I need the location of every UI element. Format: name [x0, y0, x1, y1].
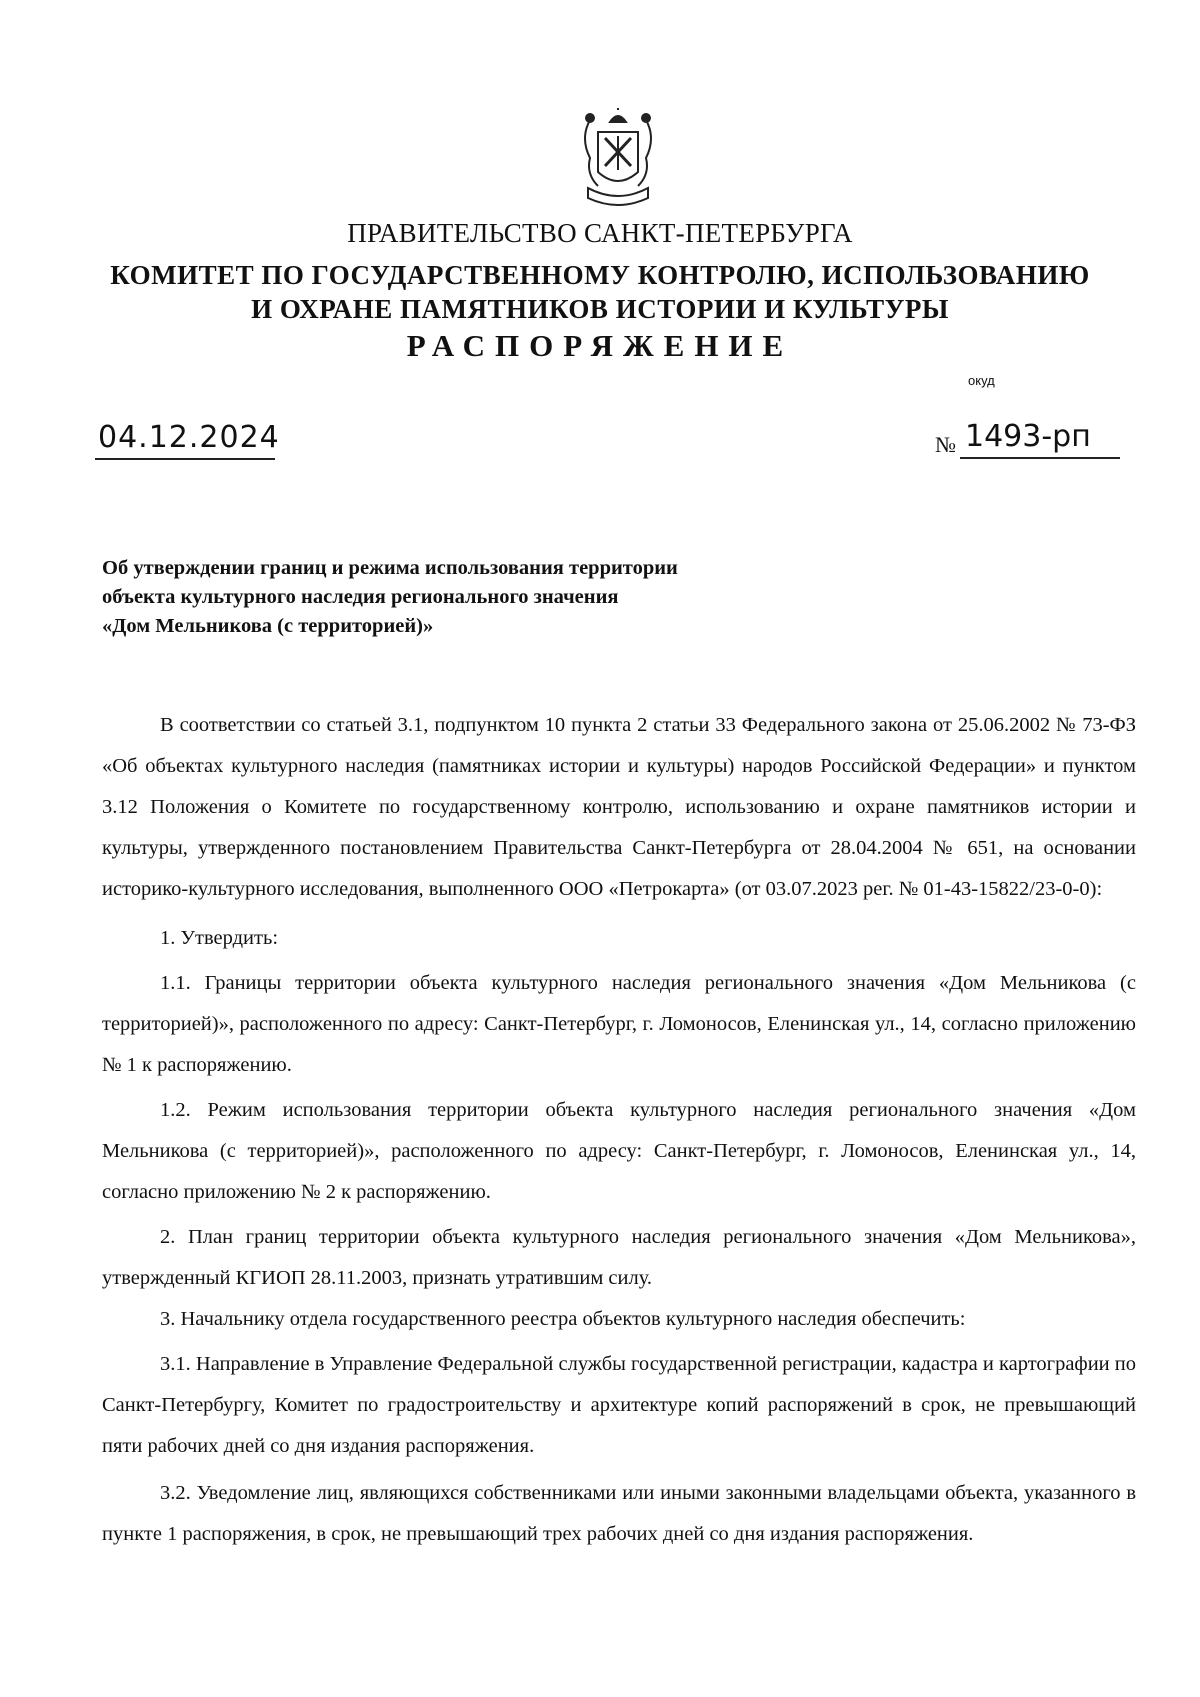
committee-title [0, 258, 1200, 326]
clause-2: 2. План границ территории объекта культурного наследия регионального значения «Дом Мельникова», утвержденный КГИОП 28.11.2003, признать утратившим силу. [102, 1226, 1136, 1289]
clause-1-2: 1.2. Режим использования территории объекта культурного наследия регионального значения «Дом Мельникова (с территорией)», расположенного по адресу: Санкт-Петербург, г. Ломоносов, Еленинская ул., 14, согласно приложению № 2 к распоряжению. [102, 1099, 1136, 1203]
handwritten-number: 1493-рп [965, 419, 1091, 454]
clause-3-1: 3.1. Направление в Управление Федеральной службы государственной регистрации, кадастра и картографии по Санкт-Петербургу, Комитет по градостроительству и архитектуре копий распоряжений в срок, не превышающий пяти рабочих дней со дня издания распоряжения. [102, 1353, 1136, 1457]
number-sign: № [935, 432, 956, 457]
committee-title-line2: И ОХРАНЕ ПАМЯТНИКОВ ИСТОРИИ И КУЛЬТУРЫ [251, 294, 949, 324]
preamble-paragraph: В соответствии со статьей 3.1, подпунктом 10 пункта 2 статьи 33 Федерального закона от 25.06.2002 № 73-ФЗ «Об объектах культурного наследия (памятниках истории и культуры) народов Российской Федерации» и пунктом 3.12 Положения о Комитете по государственному контролю, использованию и охране памятников истории и культуры, утвержденного постановлением Правительства Санкт-Петербурга от 28.04.2004 № 651, на основании историко-культурного исследования, выполненного ООО «Петрокарта» (от 03.07.2023 рег. № 01-43-15822/23-0-0): [102, 714, 1136, 900]
okud-label: окуд [968, 373, 995, 388]
coat-of-arms-icon [570, 108, 666, 212]
subject-line2: объекта культурного наследия регионального значения [102, 586, 619, 608]
clause-3-2: 3.2. Уведомление лиц, являющихся собственниками или иными законными владельцами объекта, указанного в пункте 1 распоряжения, в срок, не превышающий трех рабочих дней со дня издания распоряжения. [102, 1482, 1136, 1545]
clause-1: 1. Утвердить: [160, 927, 279, 949]
number-underline [960, 457, 1120, 459]
handwritten-date: 04.12.2024 [98, 420, 280, 455]
date-underline [95, 458, 275, 460]
document-body [102, 705, 1136, 1555]
committee-title-line1: КОМИТЕТ ПО ГОСУДАРСТВЕННОМУ КОНТРОЛЮ, ИСПОЛЬЗОВАНИЮ [110, 260, 1090, 290]
government-title: ПРАВИТЕЛЬСТВО САНКТ-ПЕТЕРБУРГА [347, 218, 853, 248]
clause-1-1: 1.1. Границы территории объекта культурного наследия регионального значения «Дом Мельникова (с территорией)», расположенного по адресу: Санкт-Петербург, г. Ломоносов, Еленинская ул., 14, согласно приложению № 1 к распоряжению. [102, 972, 1136, 1076]
document-subject [102, 554, 678, 641]
subject-line1: Об утверждении границ и режима использования территории [102, 557, 678, 579]
document-type: РАСПОРЯЖЕНИЕ [406, 328, 794, 363]
subject-line3: «Дом Мельникова (с территорией)» [102, 615, 434, 637]
clause-3: 3. Начальнику отдела государственного реестра объектов культурного наследия обеспечить: [160, 1308, 966, 1330]
